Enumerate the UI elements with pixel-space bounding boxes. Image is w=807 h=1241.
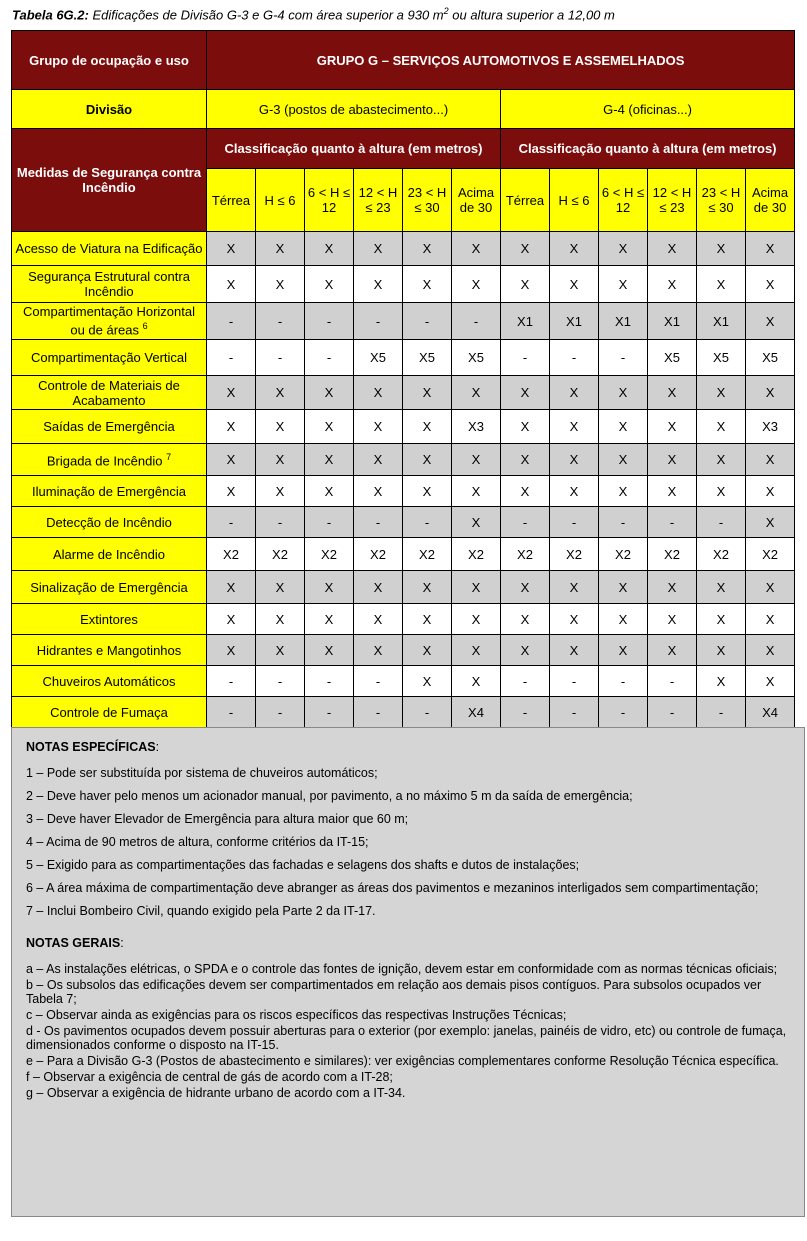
height-header-g4-1: H ≤ 6 — [550, 169, 599, 232]
division-g3: G-3 (postos de abastecimento...) — [207, 90, 501, 129]
requirement-cell: X — [452, 376, 501, 410]
requirement-cell: X — [354, 410, 403, 444]
requirement-cell: X — [746, 571, 795, 604]
requirement-cell: X — [403, 266, 452, 303]
requirement-cell: - — [256, 507, 305, 538]
requirement-cell: X — [452, 444, 501, 476]
requirement-cell: - — [550, 507, 599, 538]
requirement-cell: - — [452, 303, 501, 340]
requirement-cell: X — [501, 571, 550, 604]
requirement-cell: X — [403, 635, 452, 666]
requirement-cell: - — [207, 697, 256, 728]
requirement-cell: X — [648, 476, 697, 507]
requirement-cell: X — [697, 232, 746, 266]
requirement-cell: - — [207, 666, 256, 697]
requirement-cell: X — [207, 604, 256, 635]
requirement-cell: X — [648, 635, 697, 666]
requirement-cell: - — [648, 507, 697, 538]
general-notes-title: NOTAS GERAIS: — [26, 936, 124, 950]
requirement-cell: X1 — [697, 303, 746, 340]
requirement-cell: X — [305, 444, 354, 476]
requirement-cell: X5 — [697, 340, 746, 376]
requirement-cell: X — [256, 266, 305, 303]
requirement-cell: X — [599, 376, 648, 410]
requirement-cell: X — [697, 376, 746, 410]
requirement-cell: - — [550, 697, 599, 728]
caption-text-after: ou altura superior a 12,00 m — [448, 7, 615, 23]
requirement-cell: X — [697, 571, 746, 604]
requirement-cell: X — [305, 635, 354, 666]
requirement-cell: - — [501, 507, 550, 538]
requirement-cell: X — [354, 232, 403, 266]
requirement-cell: X2 — [746, 538, 795, 571]
requirement-cell: - — [256, 666, 305, 697]
requirement-cell: - — [207, 303, 256, 340]
requirement-cell: X3 — [746, 410, 795, 444]
requirement-cell: X — [599, 266, 648, 303]
requirement-cell: X — [207, 266, 256, 303]
requirement-cell: X — [501, 604, 550, 635]
division-g4: G-4 (oficinas...) — [501, 90, 795, 129]
requirement-cell: - — [305, 666, 354, 697]
requirement-cell: X — [354, 604, 403, 635]
requirement-cell: X — [354, 635, 403, 666]
requirement-cell: X — [648, 571, 697, 604]
requirement-cell: - — [354, 697, 403, 728]
requirement-cell: - — [403, 303, 452, 340]
requirement-cell: - — [403, 697, 452, 728]
measure-label: Controle de Fumaça — [12, 697, 207, 728]
measure-label: Segurança Estrutural contra Incêndio — [12, 266, 207, 303]
requirement-cell: X — [452, 232, 501, 266]
requirement-cell: X — [697, 266, 746, 303]
requirement-cell: X — [403, 410, 452, 444]
height-header-g4-4: 23 < H ≤ 30 — [697, 169, 746, 232]
height-header-g3-5: Acima de 30 — [452, 169, 501, 232]
notes-section — [11, 727, 805, 1217]
requirement-cell: - — [305, 697, 354, 728]
table-row — [12, 340, 795, 376]
requirement-cell: X3 — [452, 410, 501, 444]
requirement-cell: X — [648, 376, 697, 410]
requirement-cell: X — [452, 635, 501, 666]
height-header-g3-4: 23 < H ≤ 30 — [403, 169, 452, 232]
requirement-cell: X5 — [746, 340, 795, 376]
specific-notes-title: NOTAS ESPECÍFICAS: — [26, 740, 160, 754]
requirement-cell: X — [501, 232, 550, 266]
requirement-cell: - — [599, 697, 648, 728]
requirement-cell: X — [305, 604, 354, 635]
specific-note: 6 – A área máxima de compartimentação deve abranger as áreas dos pavimentos e mezaninos interligados sem compartimentação; — [26, 881, 759, 895]
measure-label: Hidrantes e Mangotinhos — [12, 635, 207, 666]
measures-label: Medidas de Segurança contra Incêndio — [12, 129, 207, 232]
requirement-cell: X — [501, 444, 550, 476]
requirement-cell: X — [746, 635, 795, 666]
requirement-cell: - — [501, 697, 550, 728]
requirement-cell: X5 — [452, 340, 501, 376]
table-row — [12, 666, 795, 697]
requirement-cell: X5 — [354, 340, 403, 376]
requirement-cell: X — [550, 266, 599, 303]
requirement-cell: X — [305, 476, 354, 507]
requirement-cell: - — [403, 507, 452, 538]
requirement-cell: X — [403, 232, 452, 266]
requirement-cell: - — [305, 340, 354, 376]
requirement-cell: X — [256, 376, 305, 410]
requirement-cell: - — [256, 340, 305, 376]
requirement-cell: X4 — [746, 697, 795, 728]
requirement-cell: X — [550, 604, 599, 635]
requirement-cell: X2 — [256, 538, 305, 571]
requirement-cell: X — [550, 376, 599, 410]
specific-note: 1 – Pode ser substituída por sistema de chuveiros automáticos; — [26, 766, 378, 780]
general-notes-list — [26, 962, 796, 1100]
height-header-g4-0: Térrea — [501, 169, 550, 232]
general-note: b – Os subsolos das edificações devem ser compartimentados em relação aos demais pisos contíguos. Para subsolos ocupados ver Tabela 7; — [26, 978, 762, 1006]
requirement-cell: X — [648, 604, 697, 635]
requirement-cell: - — [354, 507, 403, 538]
requirement-cell: - — [207, 340, 256, 376]
requirement-cell: X5 — [648, 340, 697, 376]
requirement-cell: X — [354, 266, 403, 303]
specific-note: 2 – Deve haver pelo menos um acionador manual, por pavimento, a no máximo 5 m da saída de emergência; — [26, 789, 633, 803]
measure-label: Detecção de Incêndio — [12, 507, 207, 538]
caption-text: Edificações de Divisão G-3 e G-4 com área superior a 930 m — [92, 7, 444, 23]
measure-label: Sinalização de Emergência — [12, 571, 207, 604]
requirement-cell: - — [599, 507, 648, 538]
measure-label: Compartimentação Vertical — [12, 340, 207, 376]
table-row — [12, 266, 795, 303]
table-row — [12, 697, 795, 728]
requirement-cell: X — [746, 303, 795, 340]
requirement-cell: - — [648, 697, 697, 728]
requirement-cell: X — [452, 666, 501, 697]
class-label-g3: Classificação quanto à altura (em metros) — [207, 129, 501, 169]
requirement-cell: X — [599, 604, 648, 635]
requirement-cell: X — [452, 266, 501, 303]
requirement-cell: - — [354, 666, 403, 697]
requirement-cell: X — [452, 507, 501, 538]
measure-label: Alarme de Incêndio — [12, 538, 207, 571]
requirement-cell: X — [501, 266, 550, 303]
requirement-cell: X — [599, 232, 648, 266]
measure-label: Iluminação de Emergência — [12, 476, 207, 507]
requirement-cell: X — [501, 476, 550, 507]
requirement-cell: X — [599, 571, 648, 604]
table-row — [12, 476, 795, 507]
measure-label: Controle de Materiais de Acabamento — [12, 376, 207, 410]
table-row — [12, 303, 795, 340]
requirement-cell: - — [354, 303, 403, 340]
measure-label: Brigada de Incêndio $^7$ — [12, 444, 207, 476]
measure-label: Acesso de Viatura na Edificação — [12, 232, 207, 266]
requirement-cell: X1 — [550, 303, 599, 340]
requirement-cell: X — [746, 507, 795, 538]
height-header-g4-3: 12 < H ≤ 23 — [648, 169, 697, 232]
table-row — [12, 538, 795, 571]
requirement-cell: X — [599, 444, 648, 476]
requirement-cell: - — [599, 666, 648, 697]
general-note: c – Observar ainda as exigências para os riscos específicos das respectivas Instruções Técnicas; — [26, 1008, 567, 1022]
requirement-cell: X — [207, 635, 256, 666]
requirement-cell: X — [354, 444, 403, 476]
table-row — [12, 410, 795, 444]
requirement-cell: X — [746, 604, 795, 635]
requirement-cell: X — [501, 376, 550, 410]
specific-note: 3 – Deve haver Elevador de Emergência para altura maior que 60 m; — [26, 812, 409, 826]
requirement-cell: X2 — [403, 538, 452, 571]
requirement-cell: X — [452, 476, 501, 507]
requirement-cell: X2 — [501, 538, 550, 571]
requirement-cell: X — [305, 232, 354, 266]
requirement-cell: X1 — [501, 303, 550, 340]
requirement-cell: - — [697, 507, 746, 538]
height-header-g3-2: 6 < H ≤ 12 — [305, 169, 354, 232]
requirement-cell: - — [305, 303, 354, 340]
requirement-cell: X — [403, 476, 452, 507]
table-row — [12, 507, 795, 538]
requirement-cell: - — [501, 340, 550, 376]
requirement-cell: X — [305, 376, 354, 410]
requirement-cell: X — [256, 476, 305, 507]
table-row — [12, 604, 795, 635]
requirement-cell: - — [550, 340, 599, 376]
requirement-cell: - — [550, 666, 599, 697]
requirement-cell: - — [648, 666, 697, 697]
requirement-cell: X — [697, 604, 746, 635]
requirement-cell: X2 — [354, 538, 403, 571]
requirement-cell: X — [697, 476, 746, 507]
table-row — [12, 376, 795, 410]
requirement-cell: X2 — [648, 538, 697, 571]
requirement-cell: X — [599, 410, 648, 444]
requirement-cell: X — [746, 476, 795, 507]
requirement-cell: X — [452, 571, 501, 604]
requirement-cell: X — [550, 232, 599, 266]
requirement-cell: X — [207, 476, 256, 507]
general-note: a – As instalações elétricas, o SPDA e o controle das fontes de ignição, devem estar em conformidade com as normas técnicas oficiais; — [26, 962, 778, 976]
height-header-g4-5: Acima de 30 — [746, 169, 795, 232]
requirement-cell: X — [256, 232, 305, 266]
table-row — [12, 232, 795, 266]
requirement-cell: X — [256, 571, 305, 604]
requirement-cell: X1 — [648, 303, 697, 340]
requirement-cell: X — [256, 410, 305, 444]
requirement-cell: X2 — [305, 538, 354, 571]
requirement-cell: X — [599, 476, 648, 507]
height-header-g3-3: 12 < H ≤ 23 — [354, 169, 403, 232]
measure-label: Extintores — [12, 604, 207, 635]
requirement-cell: X — [403, 571, 452, 604]
specific-notes-list — [26, 766, 796, 918]
requirement-cell: X — [207, 571, 256, 604]
requirement-cell: X — [648, 410, 697, 444]
requirement-cell: X — [746, 232, 795, 266]
requirement-cell: X — [746, 266, 795, 303]
group-value: GRUPO G – SERVIÇOS AUTOMOTIVOS E ASSEMELHADOS — [207, 31, 795, 90]
requirement-cell: X2 — [599, 538, 648, 571]
requirement-cell: X — [403, 666, 452, 697]
requirement-cell: X — [354, 376, 403, 410]
requirement-cell: - — [256, 303, 305, 340]
requirement-cell: X2 — [550, 538, 599, 571]
specific-note: 7 – Inclui Bombeiro Civil, quando exigido pela Parte 2 da IT-17. — [26, 904, 376, 918]
requirement-cell: X — [550, 444, 599, 476]
height-header-g3-1: H ≤ 6 — [256, 169, 305, 232]
requirement-cell: X — [501, 410, 550, 444]
requirement-cell: X — [599, 635, 648, 666]
general-note: g – Observar a exigência de hidrante urbano de acordo com a IT-34. — [26, 1086, 406, 1100]
requirement-cell: - — [697, 697, 746, 728]
measure-label: Chuveiros Automáticos — [12, 666, 207, 697]
requirement-cell: X — [746, 444, 795, 476]
requirement-cell: X — [207, 444, 256, 476]
requirement-cell: X — [207, 232, 256, 266]
requirement-cell: X — [648, 444, 697, 476]
group-label: Grupo de ocupação e uso — [12, 31, 207, 90]
requirement-cell: X — [452, 604, 501, 635]
requirement-cell: X — [746, 666, 795, 697]
requirement-cell: X — [403, 604, 452, 635]
requirement-cell: X — [256, 604, 305, 635]
height-header-g4-2: 6 < H ≤ 12 — [599, 169, 648, 232]
division-label: Divisão — [12, 90, 207, 129]
requirement-cell: X — [697, 410, 746, 444]
requirement-cell: X — [305, 266, 354, 303]
requirement-cell: X — [697, 635, 746, 666]
measure-label: Saídas de Emergência — [12, 410, 207, 444]
requirement-cell: X4 — [452, 697, 501, 728]
requirement-cell: X — [550, 410, 599, 444]
table-row — [12, 635, 795, 666]
requirement-cell: X — [403, 376, 452, 410]
safety-table — [11, 30, 795, 728]
caption-label: Tabela 6G.2: — [12, 7, 89, 23]
requirement-cell: X5 — [403, 340, 452, 376]
requirement-cell: X — [354, 476, 403, 507]
caption-sup: 2 — [443, 6, 449, 16]
requirement-cell: - — [256, 697, 305, 728]
requirement-cell: X — [354, 571, 403, 604]
requirement-cell: X — [648, 232, 697, 266]
requirement-cell: X — [207, 410, 256, 444]
requirement-cell: X — [697, 444, 746, 476]
specific-note: 5 – Exigido para as compartimentações das fachadas e selagens dos shafts e dutos de instalações; — [26, 858, 580, 872]
requirement-cell: X2 — [207, 538, 256, 571]
requirement-cell: X1 — [599, 303, 648, 340]
requirement-cell: X — [550, 571, 599, 604]
height-header-g3-0: Térrea — [207, 169, 256, 232]
requirement-cell: - — [207, 507, 256, 538]
requirement-cell: X — [256, 444, 305, 476]
requirement-cell: X2 — [452, 538, 501, 571]
requirement-cell: X — [256, 635, 305, 666]
table-caption — [12, 6, 615, 22]
requirement-cell: X — [746, 376, 795, 410]
table-row — [12, 444, 795, 476]
requirement-cell: X — [697, 666, 746, 697]
general-note: e – Para a Divisão G-3 (Postos de abastecimento e similares): ver exigências complementares conforme Resolução Técnica específica. — [26, 1054, 779, 1068]
class-label-g4: Classificação quanto à altura (em metros) — [501, 129, 795, 169]
requirement-cell: X — [550, 476, 599, 507]
specific-note: 4 – Acima de 90 metros de altura, conforme critérios da IT-15; — [26, 835, 369, 849]
requirement-cell: X — [207, 376, 256, 410]
requirement-cell: X — [648, 266, 697, 303]
general-note: d - Os pavimentos ocupados devem possuir aberturas para o exterior (por exemplo: janelas, painéis de vidro, etc) ou controle de fumaça, dimensionados conforme o disposto na IT-15. — [26, 1024, 787, 1052]
requirement-cell: X — [403, 444, 452, 476]
measure-label: Compartimentação Horizontal ou de áreas $^6$ — [12, 303, 207, 340]
requirement-cell: X — [501, 635, 550, 666]
requirement-cell: X — [305, 571, 354, 604]
table-row — [12, 571, 795, 604]
general-note: f – Observar a exigência de central de gás de acordo com a IT-28; — [26, 1070, 393, 1084]
requirement-cell: X2 — [697, 538, 746, 571]
requirement-cell: - — [305, 507, 354, 538]
requirement-cell: - — [599, 340, 648, 376]
requirement-cell: X — [550, 635, 599, 666]
requirement-cell: - — [501, 666, 550, 697]
requirement-cell: X — [305, 410, 354, 444]
